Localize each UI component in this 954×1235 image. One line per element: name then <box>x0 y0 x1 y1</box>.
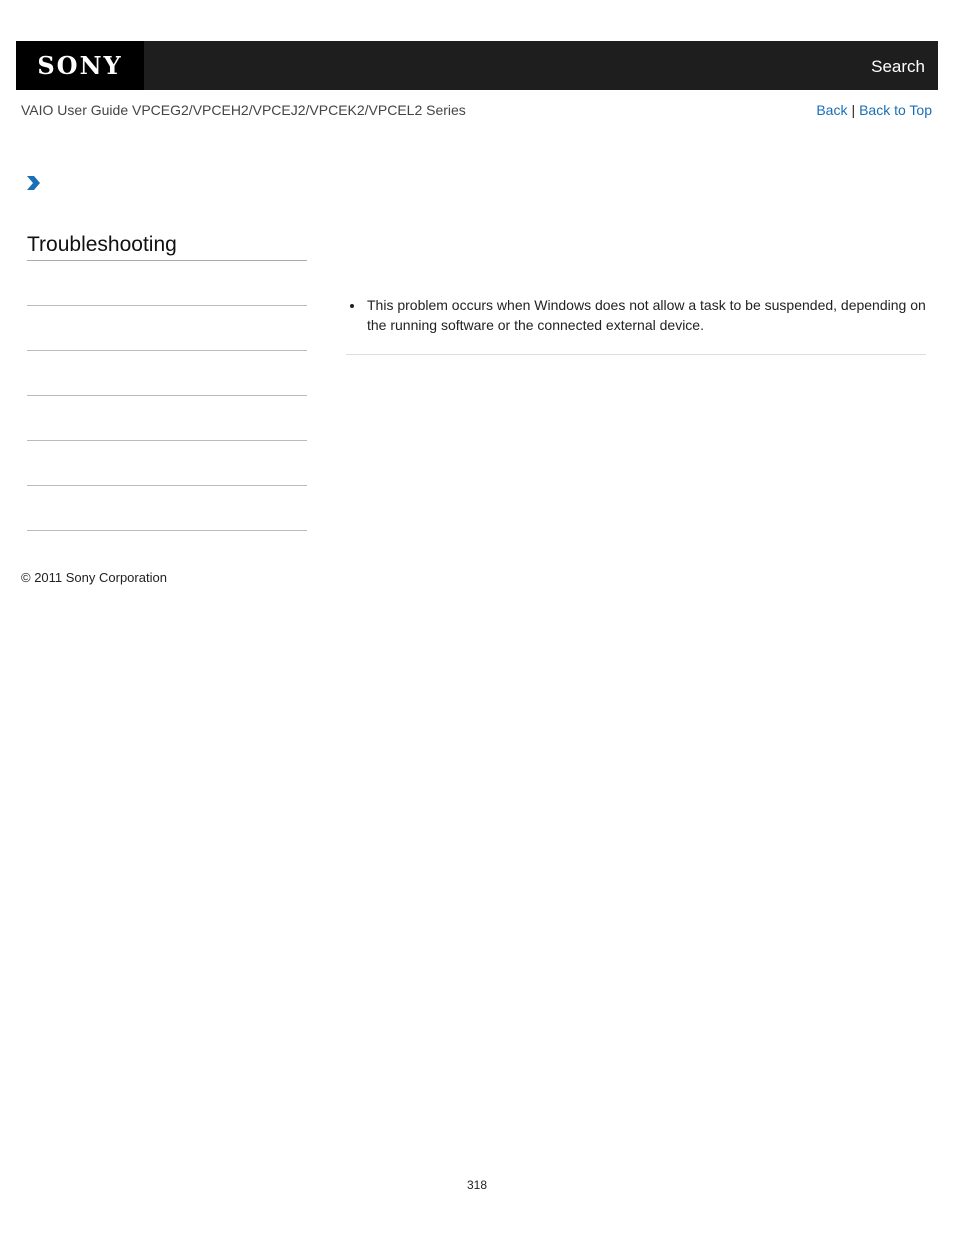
back-link[interactable]: Back <box>816 102 848 118</box>
logo-text: SONY <box>37 51 123 80</box>
bullet-text: This problem occurs when Windows does not allow a task to be suspended, depending on the running software or the connected external device. <box>367 297 926 333</box>
sidebar-list-item[interactable] <box>27 441 307 486</box>
sidebar-list-item[interactable] <box>27 351 307 396</box>
sidebar-list-item[interactable] <box>27 396 307 441</box>
page-number: 318 <box>466 1178 488 1192</box>
bullet-dot-icon <box>350 304 354 308</box>
search-link[interactable]: Search <box>871 57 925 76</box>
bullet-item <box>346 295 926 335</box>
section-title: Troubleshooting <box>27 233 177 256</box>
sony-logo[interactable] <box>16 41 144 90</box>
chevron-right-icon[interactable] <box>25 175 41 191</box>
main-content <box>346 295 926 335</box>
header-bar <box>16 41 938 90</box>
back-to-top-link[interactable]: Back to Top <box>859 102 932 118</box>
copyright: © 2011 Sony Corporation <box>21 570 167 585</box>
content-divider <box>346 354 926 355</box>
sidebar-list-item[interactable] <box>27 486 307 531</box>
sidebar-list-item[interactable] <box>27 306 307 351</box>
guide-title: VAIO User Guide VPCEG2/VPCEH2/VPCEJ2/VPCEK2/VPCEL2 Series <box>21 102 466 118</box>
top-nav <box>816 102 932 118</box>
nav-separator: | <box>851 102 856 118</box>
sidebar-list-item[interactable] <box>27 260 307 306</box>
sidebar-link-list <box>27 260 307 531</box>
